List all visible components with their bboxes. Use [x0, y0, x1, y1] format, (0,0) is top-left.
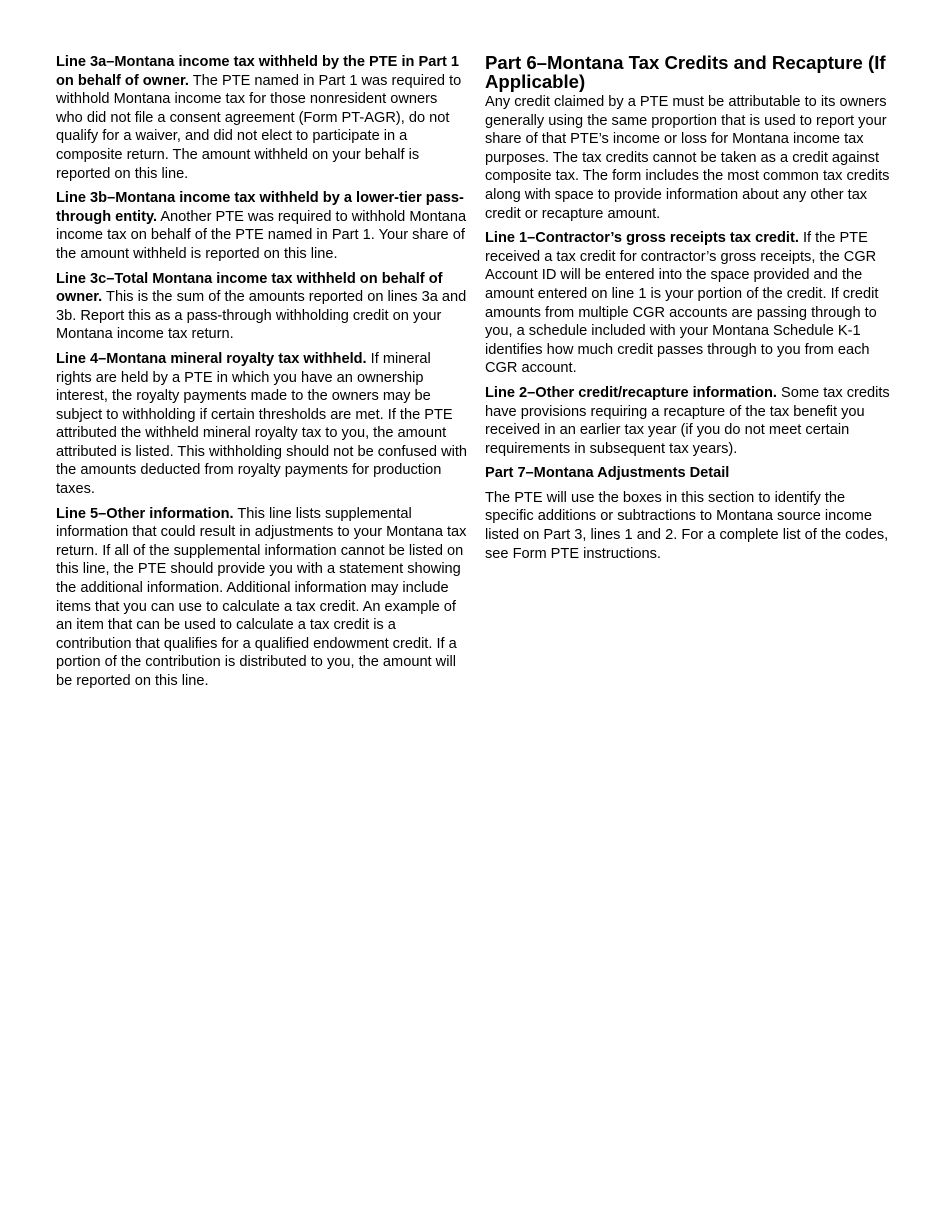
part-7-heading: Part 7–Montana Adjustments Detail	[485, 465, 730, 482]
line-1-body: If the PTE received a tax credit for contractor’s gross receipts, the CGR Account ID will be entered into the space provided and the amount entered on line 1 is your portion of the credit. If credit amounts from multiple CGR accounts are passing through to you, a schedule included with your Montana Schedule K-1 identifies how much credit passes through to you from each CGR account.	[485, 230, 879, 377]
line-4-heading: Line 4–Montana mineral royalty tax withheld.	[56, 350, 367, 367]
line-4-body: If mineral rights are held by a PTE in which you have an ownership interest, the royalty payments made to the owners may be subject to withholding if certain thresholds are met. If the PTE attributed the withheld mineral royalty tax to you, the amount attributed is listed. This withholding should not be confused with the amounts deducted from royalty payments for production taxes.	[56, 350, 468, 498]
left-column	[56, 53, 468, 697]
line-3b-paragraph	[56, 189, 468, 263]
part-6-body: Any credit claimed by a PTE must be attributable to its owners generally using the same proportion that is used to report your share of that PTE’s income or loss for Montana income tax purposes. The tax credits cannot be taken as a credit against composite tax. The form includes the most common tax credits along with space to provide information about any other tax credit or recapture amount.	[485, 94, 890, 222]
line-3b-heading: Line 3b–Montana income tax withheld by a lower-tier pass-through entity.	[56, 190, 464, 225]
line-3b-body: Another PTE was required to withhold Montana income tax on behalf of the PTE named in Part 1. Your share of the amount withheld is reported on this line.	[56, 208, 467, 262]
line-3a-body: The PTE named in Part 1 was required to withhold Montana income tax for those nonresident owners who did not file a consent agreement (Form PT-AGR), do not qualify for a waiver, and did not elect to participate in a composite return. The amount withheld on your behalf is reported on this line.	[56, 72, 462, 182]
line-3c-paragraph	[56, 270, 468, 344]
line-2-paragraph	[485, 384, 897, 458]
right-column	[485, 53, 897, 569]
part-6-heading: Part 6–Montana Tax Credits and Recapture (If Applicable)	[485, 52, 886, 92]
line-5-paragraph	[56, 505, 468, 691]
line-2-body: Some tax credits have provisions requiring a recapture of the tax benefit you received in an earlier tax year (if you do not meet certain requirements in subsequent tax years).	[485, 384, 890, 457]
line-3a-heading: Line 3a–Montana income tax withheld by the PTE in Part 1 on behalf of owner.	[56, 54, 460, 89]
line-3c-body: This is the sum of the amounts reported on lines 3a and 3b. Report this as a pass-through withholding credit on your Montana income tax return.	[56, 289, 467, 343]
line-1-heading: Line 1–Contractor’s gross receipts tax credit.	[485, 230, 799, 247]
line-1-paragraph	[485, 229, 897, 378]
line-3a-paragraph	[56, 53, 468, 183]
line-5-heading: Line 5–Other information.	[56, 505, 234, 522]
line-5-body: This line lists supplemental information that could result in adjustments to your Montana tax return. If all of the supplemental information cannot be listed on this line, the PTE should provide you with a statement showing the additional information. Additional information may include items that you can use to calculate a tax credit. An example of an item that can be used to calculate a tax credit is a contribution that qualifies for a qualified endowment credit. If a portion of the contribution is distributed to you, the amount will be reported on this line.	[56, 505, 467, 689]
line-2-heading: Line 2–Other credit/recapture information.	[485, 384, 777, 401]
line-3c-heading: Line 3c–Total Montana income tax withheld on behalf of owner.	[56, 270, 443, 306]
line-4-paragraph	[56, 350, 468, 499]
part-7-body: The PTE will use the boxes in this section to identify the specific additions or subtractions to Montana source income listed on Part 3, lines 1 and 2. For a complete list of the codes, see Form PTE instructions.	[485, 489, 889, 562]
